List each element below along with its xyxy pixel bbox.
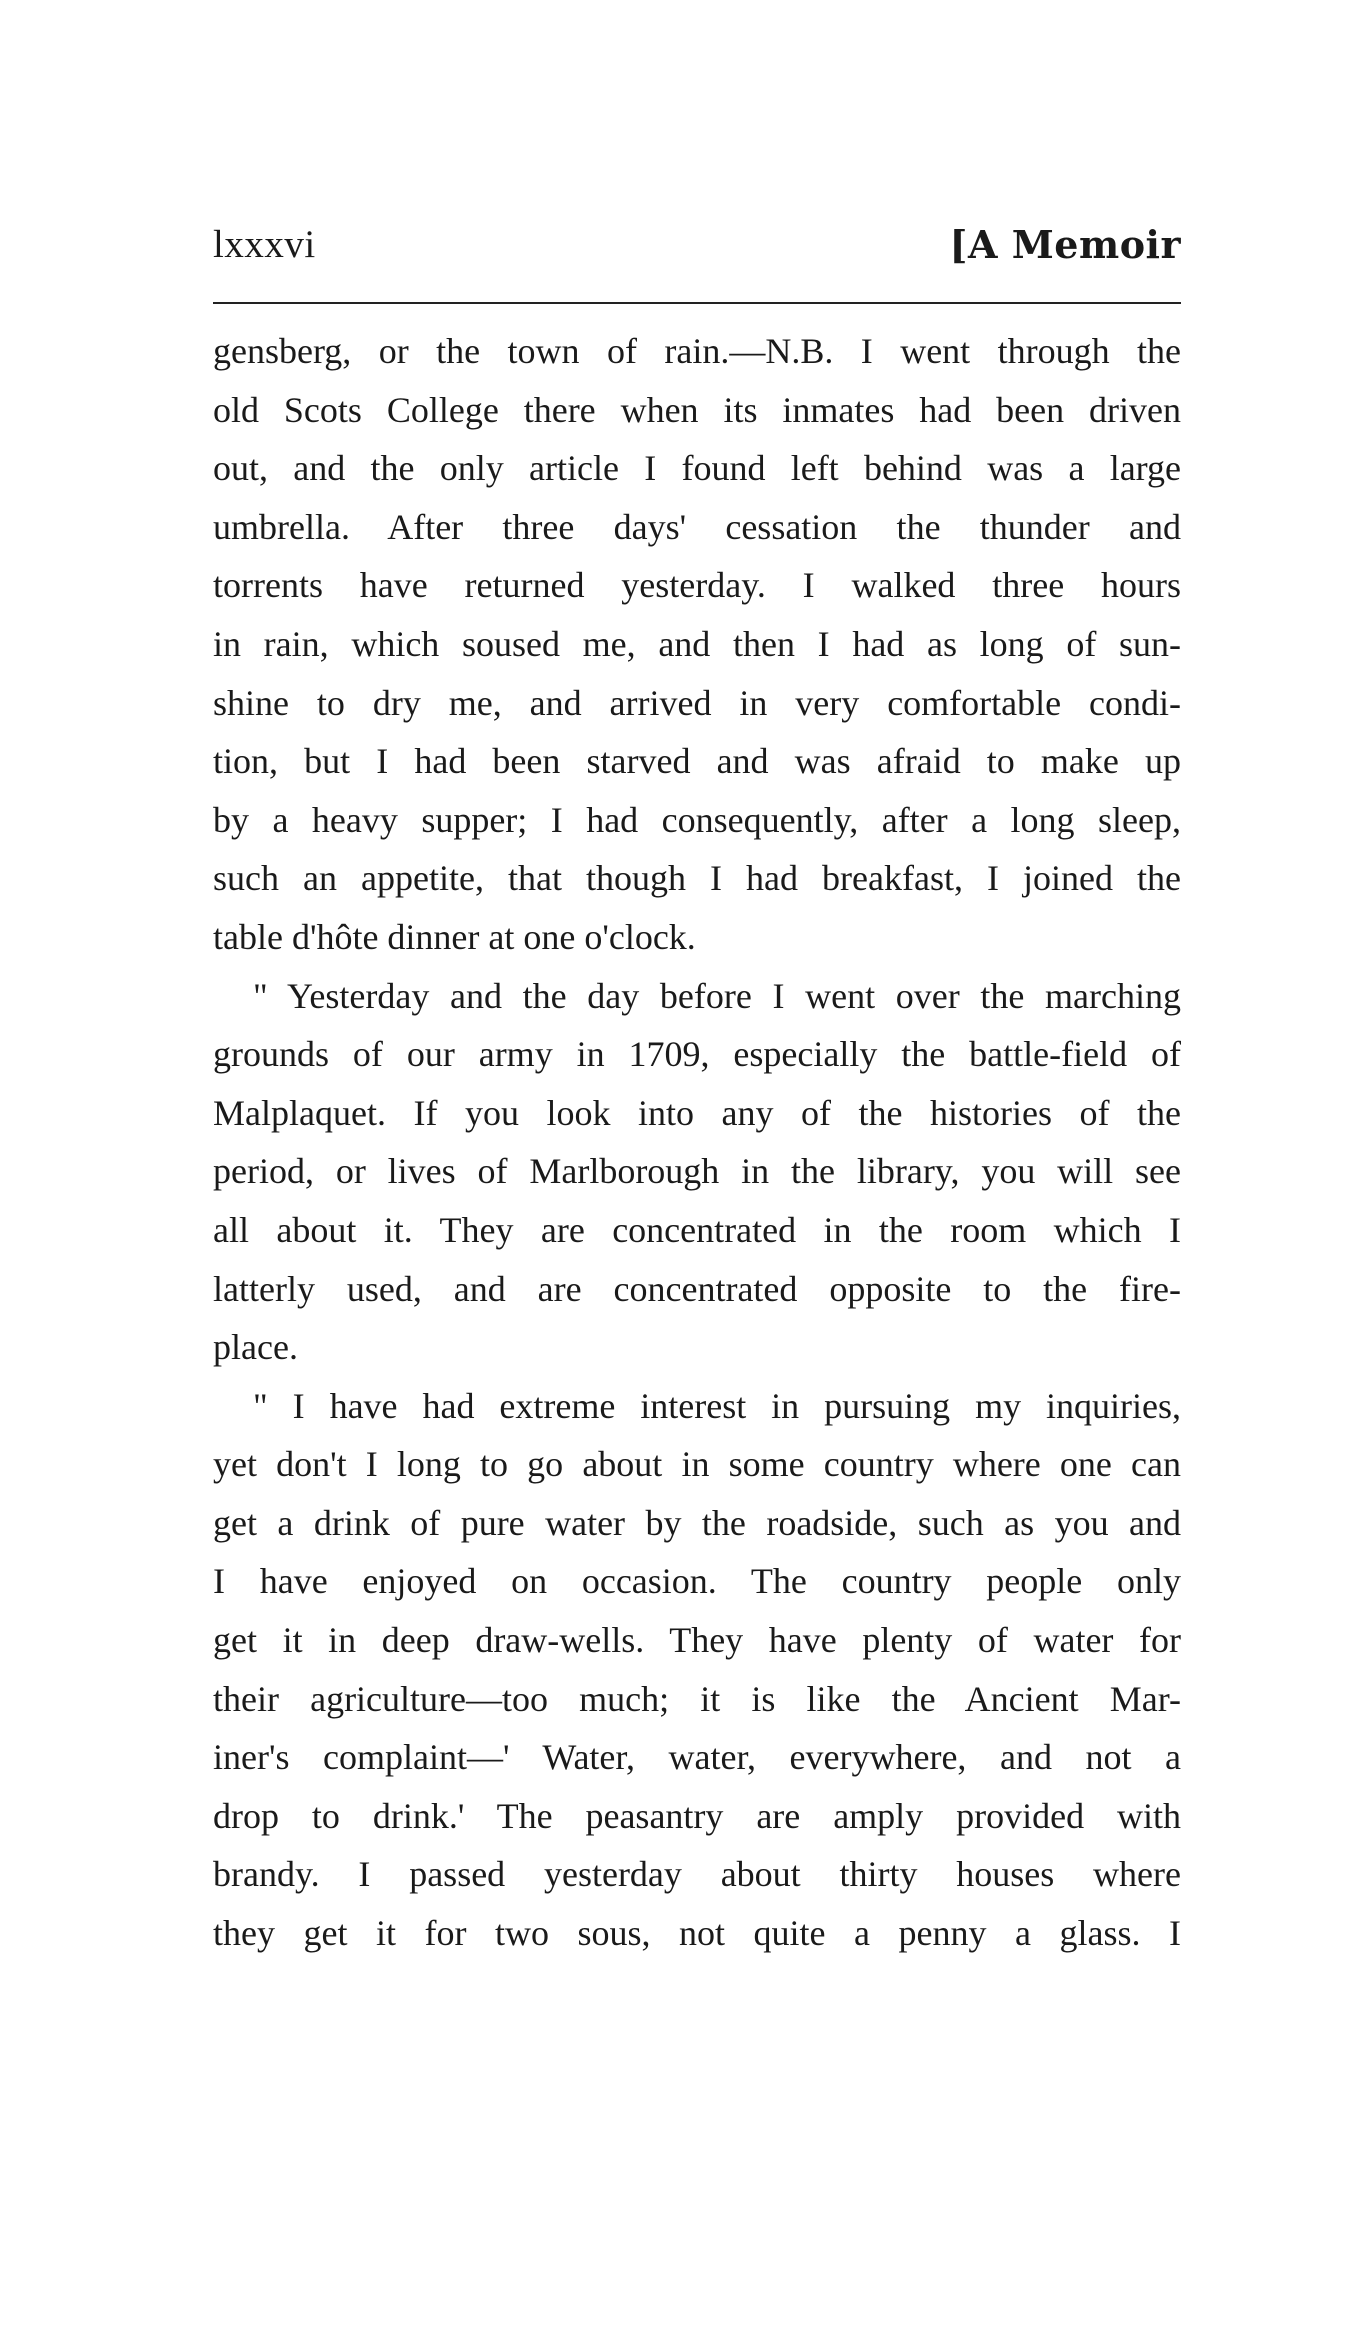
- text-line: yet don't I long to go about in some country where one can: [213, 1444, 1181, 1485]
- text-line: old Scots College there when its inmates had been driven: [213, 389, 1181, 430]
- text-line: out, and the only article I found left behind was a large: [213, 448, 1181, 489]
- text-line: brandy. I passed yesterday about thirty houses where: [213, 1854, 1181, 1895]
- text-line: grounds of our army in 1709, especially the battle-field of: [213, 1034, 1181, 1075]
- text-line: latterly used, and are concentrated opposite to the fire-: [213, 1268, 1181, 1309]
- text-line: shine to dry me, and arrived in very comfortable condi-: [213, 682, 1181, 723]
- text-line: " Yesterday and the day before I went over the marching: [253, 975, 1181, 1016]
- text-line: Malplaquet. If you look into any of the histories of the: [213, 1092, 1181, 1133]
- text-line: their agriculture—too much; it is like the Ancient Mar-: [213, 1678, 1181, 1719]
- text-line: " I have had extreme interest in pursuing my inquiries,: [253, 1385, 1181, 1426]
- page-number: lxxxvi: [213, 223, 316, 266]
- text-line: table d'hôte dinner at one o'clock.: [213, 916, 696, 957]
- text-line: tion, but I had been starved and was afraid to make up: [213, 741, 1181, 782]
- text-line: such an appetite, that though I had breakfast, I joined the: [213, 858, 1181, 899]
- text-line: get it in deep draw-wells. They have plenty of water for: [213, 1620, 1181, 1661]
- running-head: [213, 222, 1181, 292]
- text-line: gensberg, or the town of rain.—N.B. I went through the: [213, 331, 1181, 371]
- header-rule: [213, 302, 1181, 304]
- text-line: drop to drink.' The peasantry are amply provided with: [213, 1795, 1181, 1836]
- text-line: by a heavy supper; I had consequently, after a long sleep,: [213, 799, 1181, 840]
- text-line: all about it. They are concentrated in the room which I: [213, 1209, 1181, 1250]
- text-line: they get it for two sous, not quite a penny a glass. I: [213, 1913, 1181, 1954]
- text-line: period, or lives of Marlborough in the library, you will see: [213, 1151, 1181, 1192]
- body-text: [213, 322, 1181, 1963]
- text-line: get a drink of pure water by the roadside, such as you and: [213, 1502, 1181, 1543]
- running-title: [A Memoir: [949, 222, 1181, 267]
- text-line: iner's complaint—' Water, water, everywhere, and not a: [213, 1737, 1181, 1778]
- text-line: in rain, which soused me, and then I had as long of sun-: [213, 623, 1181, 664]
- book-page: [213, 222, 1181, 1954]
- text-line: torrents have returned yesterday. I walked three hours: [213, 565, 1181, 606]
- text-line: umbrella. After three days' cessation the thunder and: [213, 506, 1181, 547]
- text-line: I have enjoyed on occasion. The country people only: [213, 1561, 1181, 1602]
- text-line: place.: [213, 1327, 298, 1368]
